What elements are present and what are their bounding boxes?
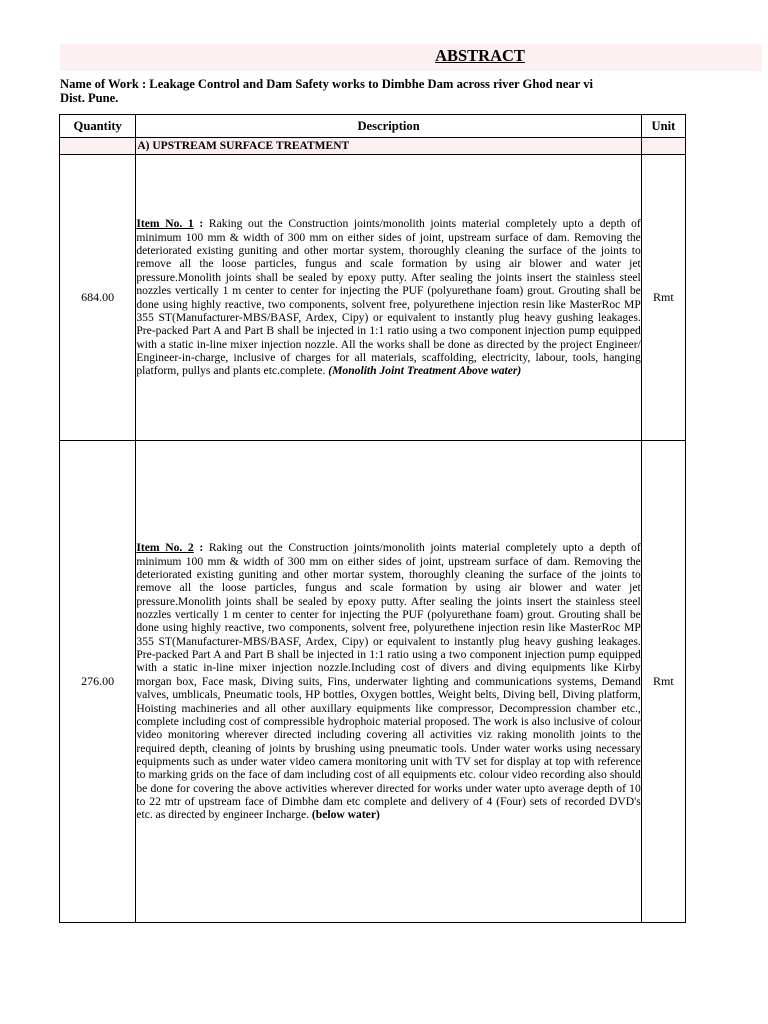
item-number: Item No. 1 <box>136 217 194 231</box>
section-unit-cell <box>641 138 685 155</box>
header-unit: Unit <box>641 115 685 138</box>
item-description <box>136 155 641 441</box>
header-description: Description <box>136 115 641 138</box>
item-tail: (Monolith Joint Treatment Above water) <box>328 364 522 378</box>
section-label: A) UPSTREAM SURFACE TREATMENT <box>136 138 641 155</box>
item-text: Raking out the Construction joints/monolith joints material completely upto a depth of minimum 100 mm & width of 300 mm on either sides of joint, upstream surface of dam. Removing the deteriorated existing guniting and other mortar system, thoroughly cleaning the surface of the joints to remove all the loose particles, fungus and scale formation by using air blower and water jet pressure.Monolith joints shall be sealed by epoxy putty. After sealing the joints insert the stainless steel nozzles vertically 1 m center to center for injecting the PUF (polyurethane foam) grout. Grouting shall be done using highly reactive, two components, solvent free, polyurethene injection resin like MasterRoc MP 355 ST(Manufacturer-MBS/BASF, Ardex, Cipy) or equivalent to instantly plug heavy gushing leakages. Pre-packed Part A and Part B shall be injected in 1:1 ratio using a two component injection pump equipped with a static in-line mixer injection nozzle. All the works shall be done as directed by the project Engineer/ Engineer-in-charge, inclusive of charges for all materials, scaffolding, electricity, labour, tools, hanging platform, pullys and plants etc.complete. <box>136 217 641 378</box>
item-colon: : <box>193 217 209 231</box>
name-of-work-line1: Name of Work : Leakage Control and Dam Safety works to Dimbhe Dam across river Ghod near vi <box>60 77 594 91</box>
name-of-work <box>60 77 685 105</box>
item-colon: : <box>193 541 209 555</box>
item-quantity: 276.00 <box>60 441 136 923</box>
abstract-table <box>59 114 686 923</box>
header-quantity: Quantity <box>60 115 136 138</box>
item-unit: Rmt <box>641 441 685 923</box>
item-tail: (below water) <box>311 808 380 822</box>
table-row <box>60 441 686 923</box>
section-row <box>60 138 686 155</box>
table-row <box>60 155 686 441</box>
item-unit: Rmt <box>641 155 685 441</box>
item-description <box>136 441 641 923</box>
item-quantity: 684.00 <box>60 155 136 441</box>
page-title: ABSTRACT <box>435 46 525 65</box>
table-header-row <box>60 115 686 138</box>
section-quantity-cell <box>60 138 136 155</box>
item-number: Item No. 2 <box>136 541 194 555</box>
name-of-work-line2: Dist. Pune. <box>60 91 119 105</box>
item-text: Raking out the Construction joints/monolith joints material completely upto a depth of minimum 100 mm & width of 300 mm on either sides of joint, upstream surface of dam. Removing the deteriorated existing guniting and other mortar system, thoroughly cleaning the surface of the joints to remove all the loose particles, fungus and scale formation by using air blower and water jet pressure.Monolith joints shall be sealed by epoxy putty. After sealing the joints insert the stainless steel nozzles vertically 1 m center to center for injecting the PUF (polyurethane foam) grout. Grouting shall be done using highly reactive, two components, solvent free, polyurethene injection resin like MasterRoc MP 355 ST(Manufacturer-MBS/BASF, Ardex, Cipy) or equivalent to instantly plug heavy gushing leakages. Pre-packed Part A and Part B shall be injected in 1:1 ratio using a two component injection pump equipped with a static in-line mixer injection nozzle.Including cost of divers and diving equipments like Kirby morgan box, Face mask, Diving suits, Fins, underwater lighting and communications systems, Demand valves, umblicals, Pneumatic tools, HP bottles, Oxygen bottles, Weight belts, Diving bell, Diving platform, Hoisting machineries and all other auxillary equipments like compressor, Decompression chamber etc., complete including cost of compressible hydrophoic material proposed. The work is also inclusive of colour video monitoring wherever directed including covering all activities viz raking monolith joints to the required depth, cleaning of joints by brushing using pneumatic tools. Under water works using necessary equipments such as under water video camera monitoring unit with TV set for display at top with reference to marking grids on the face of dam including cost of all equipments etc. colour video recording also should be done for covering the above activities wherever directed for works under water upto average depth of 10 to 22 mtr of upstream face of Dimbhe dam etc complete and delivery of 4 (Four) sets of recorded DVD's etc. as directed by engineer Incharge. <box>136 541 641 822</box>
